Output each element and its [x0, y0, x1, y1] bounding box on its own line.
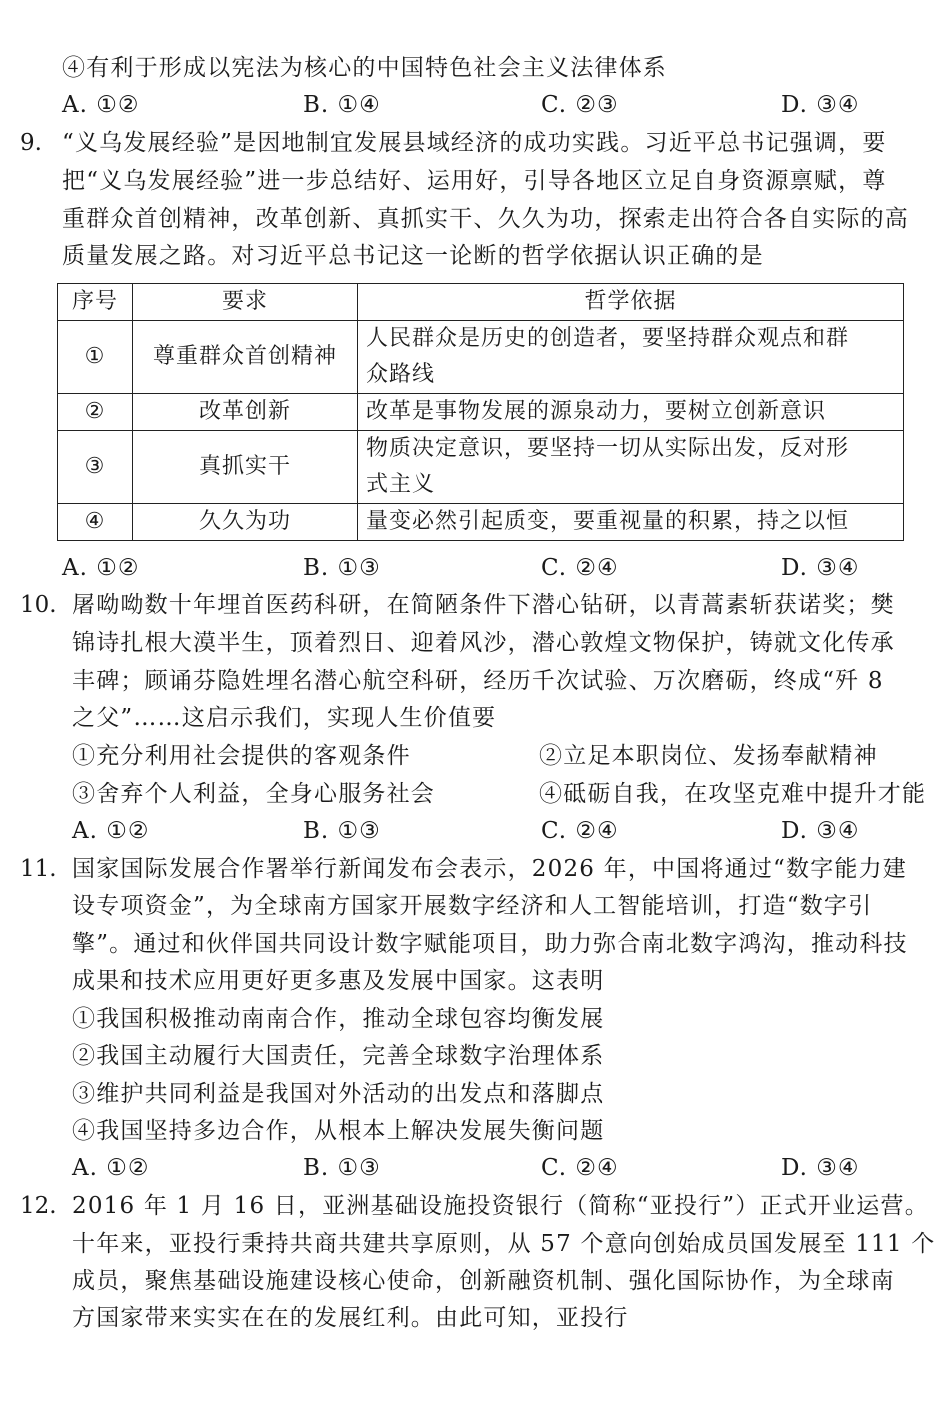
q11-line-1: 国家国际发展合作署举行新闻发布会表示，2026 年，中国将通过“数字能力建 [72, 856, 908, 882]
q10-item-4: ④砥砺自我，在攻坚克难中提升才能 [539, 781, 927, 807]
q11-option-d: D. ③④ [781, 1155, 860, 1181]
q11-item-1: ①我国积极推动南南合作，推动全球包容均衡发展 [72, 1006, 605, 1032]
table-row [58, 321, 904, 394]
table-row [58, 394, 904, 431]
q9-option-d: D. ③④ [781, 555, 860, 581]
q9-number: 9. [20, 130, 42, 156]
row-no: ④ [58, 504, 133, 541]
row-no: ② [58, 394, 133, 431]
header-no: 序号 [58, 284, 133, 321]
q11-option-c: C. ②④ [541, 1155, 619, 1181]
q9-option-a: A. ①② [62, 555, 140, 581]
basis-line: 人民群众是历史的创造者，要坚持群众观点和群 [366, 326, 850, 351]
row-basis [358, 431, 904, 504]
row-basis [358, 504, 904, 541]
q10-item-3: ③舍弃个人利益，全身心服务社会 [72, 781, 435, 807]
row-requirement: 改革创新 [133, 394, 358, 431]
q11-option-a: A. ①② [72, 1155, 150, 1181]
row-no: ③ [58, 431, 133, 504]
q9-option-c: C. ②④ [541, 555, 619, 581]
q8-item-4: ④有利于形成以宪法为核心的中国特色社会主义法律体系 [62, 55, 667, 81]
q11-line-4: 成果和技术应用更好更多惠及发展中国家。这表明 [72, 968, 605, 994]
row-requirement: 真抓实干 [133, 431, 358, 504]
q12-line-3: 成员，聚焦基础设施建设核心使命，创新融资机制、强化国际协作，为全球南 [72, 1268, 895, 1294]
q10-line-2: 锦诗扎根大漠半生，顶着烈日、迎着风沙，潜心敦煌文物保护，铸就文化传承 [72, 630, 895, 656]
q11-option-b: B. ①③ [303, 1155, 381, 1181]
row-requirement: 久久为功 [133, 504, 358, 541]
q10-option-c: C. ②④ [541, 818, 619, 844]
basis-line: 量变必然引起质变，要重视量的积累，持之以恒 [366, 509, 850, 534]
q10-option-d: D. ③④ [781, 818, 860, 844]
q10-item-2: ②立足本职岗位、发扬奉献精神 [539, 743, 878, 769]
q11-line-3: 擎”。通过和伙伴国共同设计数字赋能项目，助力弥合南北数字鸿沟，推动科技 [72, 931, 908, 957]
q10-item-1: ①充分利用社会提供的客观条件 [72, 743, 411, 769]
table-header-row [58, 284, 904, 321]
basis-line: 物质决定意识，要坚持一切从实际出发，反对形 [366, 436, 850, 461]
header-requirement: 要求 [133, 284, 358, 321]
q11-item-2: ②我国主动履行大国责任，完善全球数字治理体系 [72, 1043, 605, 1069]
q8-option-d: D. ③④ [781, 92, 860, 118]
q11-number: 11. [20, 856, 57, 882]
q10-number: 10. [20, 592, 57, 618]
q11-item-3: ③维护共同利益是我国对外活动的出发点和落脚点 [72, 1081, 605, 1107]
q8-option-a: A. ①② [62, 92, 140, 118]
q12-line-1: 2016 年 1 月 16 日，亚洲基础设施投资银行（简称“亚投行”）正式开业运营。 [72, 1193, 929, 1219]
q11-line-2: 设专项资金”，为全球南方国家开展数字经济和人工智能培训，打造“数字引 [72, 893, 873, 919]
row-requirement: 尊重群众首创精神 [133, 321, 358, 394]
header-basis: 哲学依据 [358, 284, 904, 321]
philosophy-table [57, 283, 904, 541]
q9-option-b: B. ①③ [303, 555, 381, 581]
q10-option-a: A. ①② [72, 818, 150, 844]
q10-line-3: 丰碑；顾诵芬隐姓埋名潜心航空科研，经历千次试验、万次磨砺，终成“歼 8 [72, 668, 884, 694]
q8-option-c: C. ②③ [541, 92, 619, 118]
basis-line: 改革是事物发展的源泉动力，要树立创新意识 [366, 399, 827, 424]
q10-line-4: 之父”……这启示我们，实现人生价值要 [72, 705, 497, 731]
q9-line-2: 把“义乌发展经验”进一步总结好、运用好，引导各地区立足自身资源禀赋，尊 [62, 168, 887, 194]
row-basis [358, 394, 904, 431]
q11-item-4: ④我国坚持多边合作，从根本上解决发展失衡问题 [72, 1118, 605, 1144]
basis-line: 众路线 [366, 362, 436, 387]
q9-line-4: 质量发展之路。对习近平总书记这一论断的哲学依据认识正确的是 [62, 243, 764, 269]
q12-line-4: 方国家带来实实在在的发展红利。由此可知，亚投行 [72, 1305, 629, 1331]
table-row [58, 431, 904, 504]
q10-line-1: 屠呦呦数十年埋首医药科研，在简陋条件下潜心钻研，以青蒿素斩获诺奖；樊 [72, 592, 895, 618]
q12-number: 12. [20, 1193, 57, 1219]
q9-line-1: “义乌发展经验”是因地制宜发展县域经济的成功实践。习近平总书记强调，要 [62, 130, 887, 156]
q8-option-b: B. ①④ [303, 92, 381, 118]
table-row [58, 504, 904, 541]
q9-line-3: 重群众首创精神，改革创新、真抓实干、久久为功，探索走出符合各自实际的高 [62, 206, 909, 232]
q12-line-2: 十年来，亚投行秉持共商共建共享原则，从 57 个意向创始成员国发展至 111 个 [72, 1231, 936, 1257]
row-no: ① [58, 321, 133, 394]
basis-line: 式主义 [366, 472, 436, 497]
q10-option-b: B. ①③ [303, 818, 381, 844]
row-basis [358, 321, 904, 394]
